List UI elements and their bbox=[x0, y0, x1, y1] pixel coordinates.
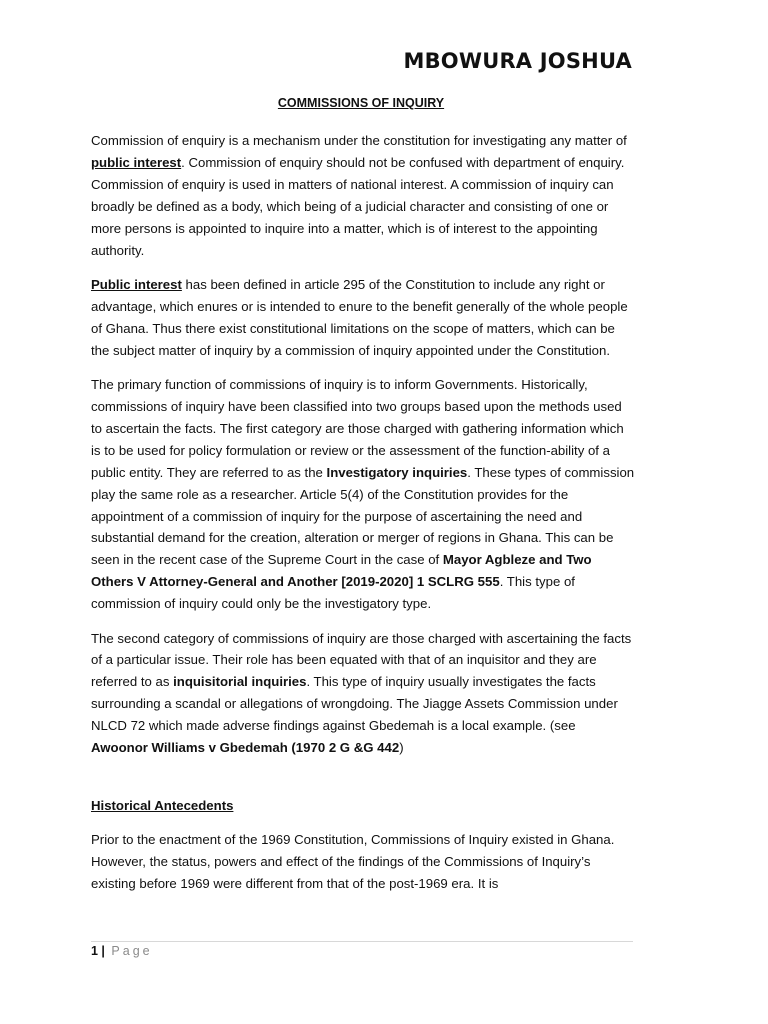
text-run: . These types of commission play the same role as a researcher. Article 5(4) of the Constitution provides for the appointment of a commission of inquiry for the purpose of ascertaining the need and substantial demand for the creation, alteration or merger of regions in Ghana. This can be seen in the recent case of the Supreme Court in the case of bbox=[91, 464, 635, 568]
document-body bbox=[91, 130, 636, 908]
text-run: The primary function of commissions of inquiry is to inform Governments. Historically, commissions of inquiry have been classified into two groups based upon the methods used to ascertain the facts. The first category are those charged with gathering information which is to be used for policy formulation or review or the assessment of the function-ability of a public entity. They are referred to as the bbox=[91, 377, 624, 480]
text-run: Commission of enquiry is a mechanism under the constitution for investigating any matter of bbox=[91, 133, 627, 148]
bold-term: Investigatory inquiries bbox=[326, 464, 468, 480]
text-run: The second category of commissions of inquiry are those charged with ascertaining the facts of a particular issue. Their role has been equated with that of an inquisitor and they are referred to as bbox=[91, 630, 632, 690]
page-number: 1 | bbox=[91, 944, 105, 958]
footer-divider bbox=[91, 941, 633, 942]
public-interest-term: Public interest bbox=[91, 276, 182, 292]
paragraph-4 bbox=[91, 628, 636, 759]
paragraph-2 bbox=[91, 274, 636, 362]
paragraph-5: Prior to the enactment of the 1969 Constitution, Commissions of Inquiry existed in Ghana. However, the status, powers and effect of the findings of the Commissions of Inquiry’s existing before 1969 were different from that of the post-1969 era. It is bbox=[91, 832, 615, 892]
document-title: COMMISSIONS OF INQUIRY bbox=[277, 96, 445, 110]
author-name: MBOWURA JOSHUA bbox=[403, 49, 632, 73]
bold-term: inquisitorial inquiries bbox=[173, 674, 307, 690]
paragraph-3 bbox=[91, 374, 636, 615]
page-label: Page bbox=[104, 944, 153, 958]
text-run: ) bbox=[399, 740, 404, 756]
text-run: . This type of commission of inquiry could only be the investigatory type. bbox=[91, 574, 575, 612]
section-heading: Historical Antecedents bbox=[91, 797, 234, 813]
case-citation: Awoonor Williams v Gbedemah (1970 2 G &G 442 bbox=[91, 740, 400, 756]
text-run: has been defined in article 295 of the Constitution to include any right or advantage, which enures or is intended to enure to the benefit generally of the whole people of Ghana. Thus there exist constitutional limitations on the scope of matters, which can be the subject matter of inquiry by a commission of inquiry appointed under the Constitution. bbox=[91, 276, 628, 358]
public-interest-term: public interest bbox=[91, 154, 182, 170]
paragraph-1 bbox=[91, 130, 636, 261]
text-run: . This type of inquiry usually investigates the facts surrounding a scandal or allegations of wrongdoing. The Jiagge Assets Commission under NLCD 72 which made adverse findings against Gbedemah is a local example. (see bbox=[91, 674, 618, 734]
case-citation: Mayor Agbleze and Two Others V Attorney-General and Another [2019-2020] 1 SCLRG 555 bbox=[91, 552, 592, 590]
text-run: . Commission of enquiry should not be confused with department of enquiry. Commission of enquiry is used in matters of national interest. A commission of inquiry can broadly be defined as a body, which being of a judicial character and consisting of one or more persons is appointed to inquire into a matter, which is of interest to the appointing authority. bbox=[91, 154, 625, 258]
page-footer bbox=[91, 944, 153, 958]
